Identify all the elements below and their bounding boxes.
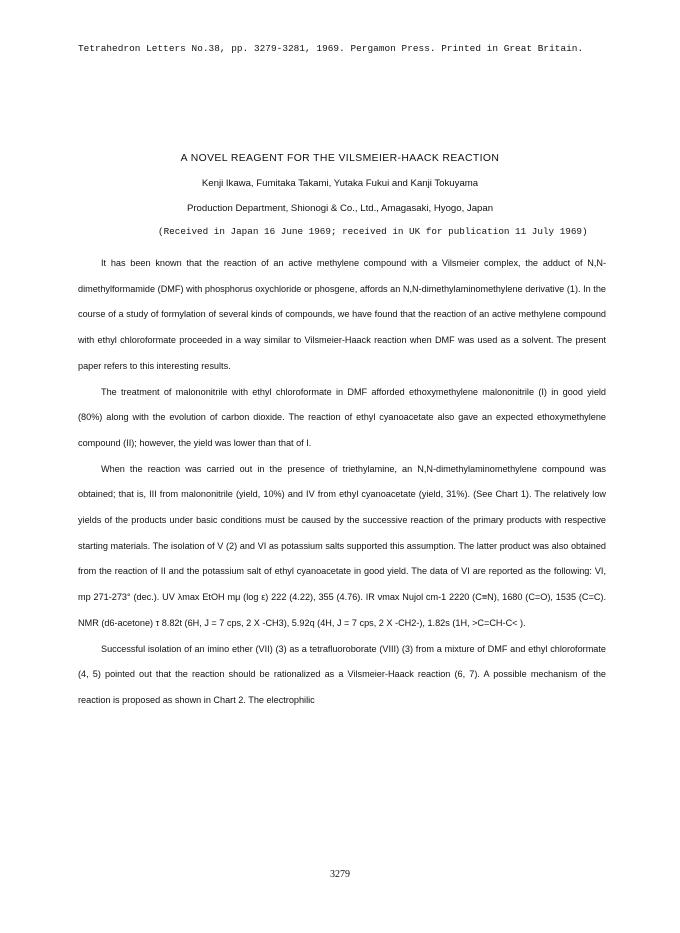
paragraph: The treatment of malononitrile with ethyl chloroformate in DMF afforded ethoxymethylene malononitrile (I) in good yield (80%) along with the evolution of carbon dioxide. The reaction of ethyl cyanoacetate also gave an expected ethoxymethylene compound (II); however, the yield was lower than that of I.	[78, 386, 606, 448]
affiliation: Production Department, Shionogi & Co., Ltd., Amagasaki, Hyogo, Japan	[186, 203, 494, 214]
paragraph: It has been known that the reaction of an active methylene compound with a Vilsmeier complex, the adduct of N,N-dimethylformamide (DMF) with phosphorus oxychloride or phosgene, affords an N,N-dimethylaminomethylene derivative (1). In the course of a study of formylation of several kinds of compounds, we have found that the reaction of an active methylene compound with ethyl chloroformate proceeded in a way similar to Vilsmeier-Haack reaction when DMF was used as a solvent. The present paper refers to this interesting results.	[78, 258, 606, 371]
page-number: 3279	[330, 869, 350, 880]
paragraph: Successful isolation of an imino ether (VII) (3) as a tetrafluoroborate (VIII) (3) from a mixture of DMF and ethyl chloroformate (4, 5) pointed out that the reaction should be rationalized as a Vilsmeier-Haack reaction (6, 7). A possible mechanism of the reaction is proposed as shown in Chart 2. The electrophilic	[78, 643, 606, 705]
article-body	[78, 251, 606, 714]
author-list: Kenji Ikawa, Fumitaka Takami, Yutaka Fukui and Kanji Tokuyama	[201, 178, 479, 189]
article-title: A NOVEL REAGENT FOR THE VILSMEIER-HAACK REACTION	[180, 153, 500, 164]
received-dates: (Received in Japan 16 June 1969; received in UK for publication 11 July 1969)	[158, 226, 588, 237]
running-header: Tetrahedron Letters No.38, pp. 3279-3281, 1969. Pergamon Press. Printed in Great Britain.	[78, 43, 584, 54]
paragraph: When the reaction was carried out in the presence of triethylamine, an N,N-dimethylaminomethylene compound was obtained; that is, III from malononitrile (yield, 10%) and IV from ethyl cyanoacetate (yield, 31%). (See Chart 1). The relatively low yields of the products under basic conditions must be caused by the successive reaction of the primary products with respective starting materials. The isolation of V (2) and VI as potassium salts supported this assumption. The latter product was also obtained from the reaction of II and the potassium salt of ethyl cyanoacetate in good yield. The data of VI are reported as the following: VI, mp 271-273° (dec.). UV λmax EtOH mμ (log ε) 222 (4.22), 355 (4.76). IR νmax Nujol cm-1 2220 (C≡N), 1680 (C=O), 1535 (C=C). NMR (d6-acetone) τ 8.82t (6H, J = 7 cps, 2 X -CH3), 5.92q (4H, J = 7 cps, 2 X -CH2-), 1.82s (1H, >C=CH-C< ).	[78, 463, 606, 628]
